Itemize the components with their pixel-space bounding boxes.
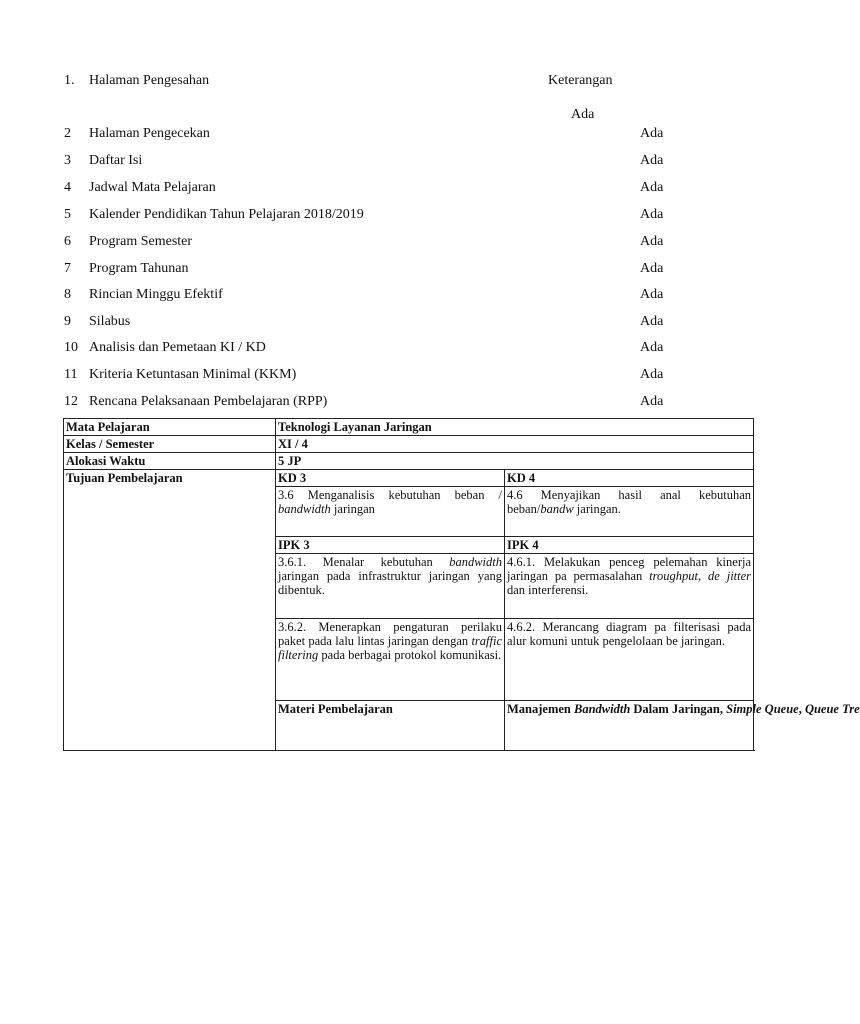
first-item-status: Ada: [571, 107, 595, 122]
ipk4-header: IPK 4: [505, 537, 754, 554]
ipk4-2-text: 4.6.2. Merancang diagram pa filterisasi pada alur komuni untuk pengelolaan be jaringan.: [505, 619, 754, 701]
list-item: [0, 365, 768, 385]
kd4-header: KD 4: [505, 470, 754, 487]
keterangan-header: Keterangan: [548, 73, 613, 88]
list-item-number: 1.: [64, 73, 75, 88]
list-item-number: 3: [64, 153, 71, 168]
list-item-label: Program Semester: [89, 234, 193, 249]
list-item-label: Halaman Pengecekan: [89, 126, 210, 141]
kd4-text: 4.6 Menyajikan hasil anal kebutuhan beban/bandw jaringan.: [505, 487, 754, 537]
materi-value: Manajemen Bandwidth Dalam Jaringan, Simple Queue, Queue Tre: [505, 701, 754, 751]
list-item: [0, 259, 768, 279]
table-row: [64, 436, 754, 453]
list-item-number: 2: [64, 126, 71, 141]
kelas-value: XI / 4: [276, 436, 754, 453]
list-item: [0, 178, 768, 198]
alokasi-value: 5 JP: [276, 453, 754, 470]
rpp-table-container: [63, 418, 860, 758]
list-item: [0, 285, 768, 305]
list-item-number: 10: [64, 340, 78, 355]
table-row: [64, 453, 754, 470]
list-item-label: Kalender Pendidikan Tahun Pelajaran 2018/2019: [89, 207, 364, 222]
ipk3-header: IPK 3: [276, 537, 505, 554]
rpp-table: [63, 418, 860, 751]
list-item-status: Ada: [640, 153, 664, 168]
list-item-label: Daftar Isi: [89, 153, 143, 168]
list-item-status: Ada: [640, 261, 664, 276]
kd3-text: 3.6 Menganalisis kebutuhan beban / bandwidth jaringan: [276, 487, 505, 537]
mapel-value: Teknologi Layanan Jaringan: [276, 419, 754, 436]
list-item: [0, 232, 768, 252]
materi-label: Materi Pembelajaran: [276, 701, 505, 751]
list-item-number: 12: [64, 394, 78, 409]
list-item: [0, 338, 768, 358]
list-item: [0, 312, 768, 332]
list-item-label: Jadwal Mata Pelajaran: [89, 180, 216, 195]
list-item-label: Program Tahunan: [89, 261, 189, 276]
list-item-label: Rencana Pelaksanaan Pembelajaran (RPP): [89, 394, 328, 409]
list-item-label: Kriteria Ketuntasan Minimal (KKM): [89, 367, 297, 382]
list-item-label: Silabus: [89, 314, 131, 329]
kelas-label: Kelas / Semester: [64, 436, 276, 453]
list-item: [0, 205, 768, 225]
list-item-label: Halaman Pengesahan: [89, 73, 210, 88]
list-item-status: Ada: [640, 367, 664, 382]
table-row: [64, 419, 754, 436]
list-item-status: Ada: [640, 287, 664, 302]
ipk3-2-text: 3.6.2. Menerapkan pengaturan perilaku paket pada lalu lintas jaringan dengan traffic filtering pada berbagai protokol komunikasi.: [276, 619, 505, 701]
list-item-status: Ada: [640, 394, 664, 409]
tujuan-label: Tujuan Pembelajaran: [64, 470, 276, 751]
list-item-number: 5: [64, 207, 71, 222]
list-item-status: Ada: [640, 234, 664, 249]
list-item-status: Ada: [640, 207, 664, 222]
list-item-status: Ada: [640, 180, 664, 195]
list-item-label: Analisis dan Pemetaan KI / KD: [89, 340, 266, 355]
ipk3-1-text: 3.6.1. Menalar kebutuhan bandwidth jaringan pada infrastruktur jaringan yang dibentuk.: [276, 554, 505, 619]
list-item: [0, 151, 768, 171]
list-item-number: 7: [64, 261, 71, 276]
mapel-label: Mata Pelajaran: [64, 419, 276, 436]
ipk4-1-text: 4.6.1. Melakukan penceg pelemahan kinerja jaringan pa permasalahan troughput, de jitter dan interferensi.: [505, 554, 754, 619]
list-item-number: 9: [64, 314, 71, 329]
list-item: [0, 124, 768, 144]
list-item-number: 11: [64, 367, 78, 382]
list-item-label: Rincian Minggu Efektif: [89, 287, 223, 302]
list-item-status: Ada: [640, 126, 664, 141]
alokasi-label: Alokasi Waktu: [64, 453, 276, 470]
list-item: [0, 71, 768, 91]
list-item-status: Ada: [640, 314, 664, 329]
list-item: [0, 392, 768, 412]
kd3-header: KD 3: [276, 470, 505, 487]
list-item-number: 6: [64, 234, 71, 249]
list-item-number: 8: [64, 287, 71, 302]
list-item-number: 4: [64, 180, 71, 195]
list-item-status: Ada: [640, 340, 664, 355]
table-row: [64, 470, 754, 487]
